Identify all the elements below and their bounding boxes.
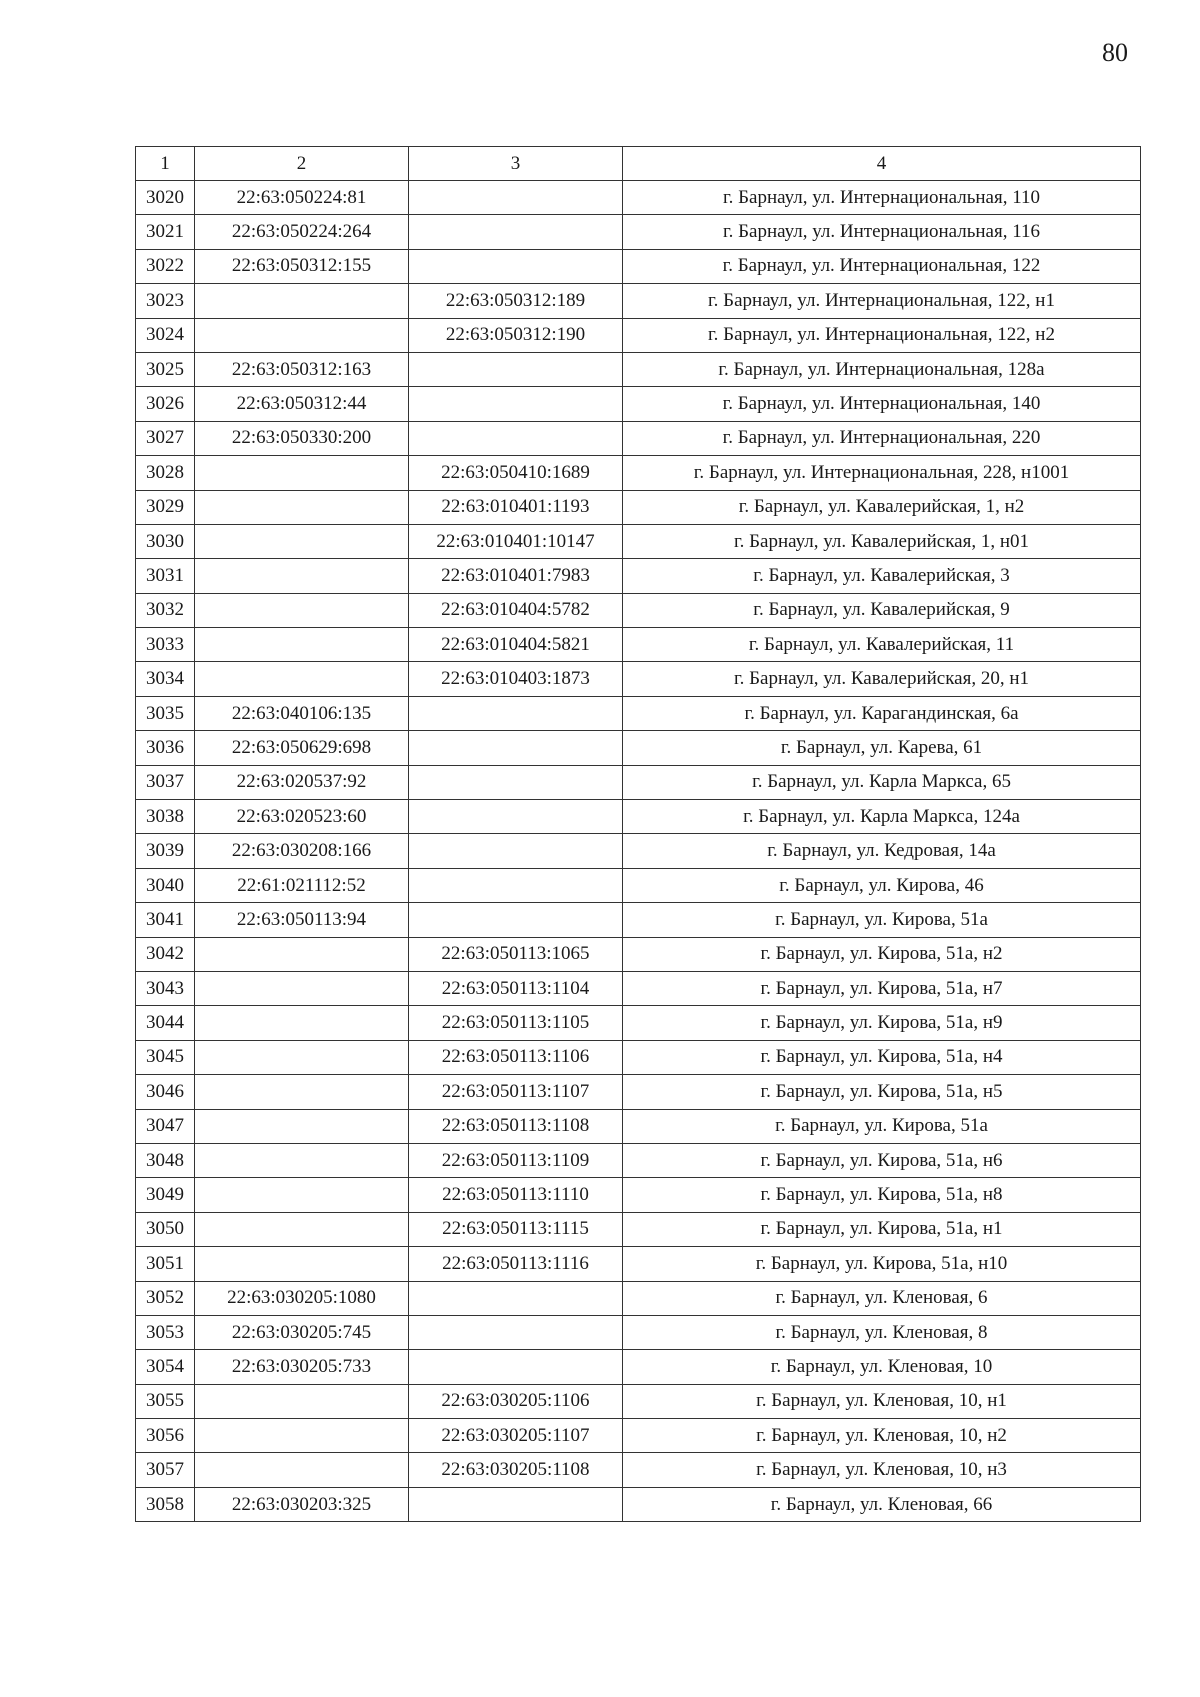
cell-address: г. Барнаул, ул. Кедровая, 14а (623, 834, 1141, 868)
cell-address: г. Барнаул, ул. Кирова, 51а, н5 (623, 1075, 1141, 1109)
table-row (136, 1075, 1141, 1109)
cell-cadastral-2: 22:63:050113:1109 (409, 1143, 623, 1177)
cell-cadastral-1 (195, 1453, 409, 1487)
cell-cadastral-2 (409, 834, 623, 868)
table-row (136, 318, 1141, 352)
table-row (136, 249, 1141, 283)
cell-address: г. Барнаул, ул. Карева, 61 (623, 731, 1141, 765)
cell-row-number: 3046 (136, 1075, 195, 1109)
cell-cadastral-1 (195, 628, 409, 662)
cell-address: г. Барнаул, ул. Карла Маркса, 65 (623, 765, 1141, 799)
cell-cadastral-2: 22:63:010401:1193 (409, 490, 623, 524)
table-row (136, 1006, 1141, 1040)
cell-cadastral-2: 22:63:050113:1116 (409, 1247, 623, 1281)
table-row (136, 387, 1141, 421)
cell-address: г. Барнаул, ул. Кирова, 51а, н6 (623, 1143, 1141, 1177)
cell-cadastral-1: 22:63:030205:733 (195, 1350, 409, 1384)
cell-address: г. Барнаул, ул. Интернациональная, 110 (623, 181, 1141, 215)
table-row (136, 421, 1141, 455)
cell-cadastral-2: 22:63:050113:1107 (409, 1075, 623, 1109)
table-row (136, 490, 1141, 524)
cell-cadastral-1 (195, 1109, 409, 1143)
cell-cadastral-1: 22:63:030205:1080 (195, 1281, 409, 1315)
cell-row-number: 3049 (136, 1178, 195, 1212)
cell-address: г. Барнаул, ул. Кирова, 51а, н7 (623, 971, 1141, 1005)
cell-address: г. Барнаул, ул. Интернациональная, 128а (623, 352, 1141, 386)
cell-row-number: 3024 (136, 318, 195, 352)
cell-row-number: 3029 (136, 490, 195, 524)
cell-cadastral-1: 22:63:020523:60 (195, 800, 409, 834)
cell-cadastral-2: 22:63:010401:10147 (409, 524, 623, 558)
table-row (136, 765, 1141, 799)
cell-address: г. Барнаул, ул. Интернациональная, 122, н1 (623, 284, 1141, 318)
cell-row-number: 3031 (136, 559, 195, 593)
cell-cadastral-1 (195, 1006, 409, 1040)
table-row (136, 1350, 1141, 1384)
cell-address: г. Барнаул, ул. Интернациональная, 220 (623, 421, 1141, 455)
cell-cadastral-2 (409, 181, 623, 215)
header-row (136, 147, 1141, 181)
cell-row-number: 3034 (136, 662, 195, 696)
cell-cadastral-1 (195, 1143, 409, 1177)
cell-cadastral-1 (195, 524, 409, 558)
page-number: 80 (1102, 38, 1128, 67)
table-row (136, 731, 1141, 765)
table-row (136, 1315, 1141, 1349)
cell-cadastral-2 (409, 352, 623, 386)
cell-cadastral-2 (409, 421, 623, 455)
cell-cadastral-2: 22:63:050113:1110 (409, 1178, 623, 1212)
cell-cadastral-2 (409, 868, 623, 902)
table-row (136, 937, 1141, 971)
table-row (136, 1143, 1141, 1177)
cell-cadastral-1: 22:63:050113:94 (195, 903, 409, 937)
cell-row-number: 3055 (136, 1384, 195, 1418)
cell-cadastral-1 (195, 1178, 409, 1212)
cell-cadastral-2 (409, 1487, 623, 1521)
cell-address: г. Барнаул, ул. Кавалерийская, 9 (623, 593, 1141, 627)
cell-cadastral-1 (195, 1384, 409, 1418)
cell-cadastral-2: 22:63:010404:5782 (409, 593, 623, 627)
cell-cadastral-2: 22:63:030205:1108 (409, 1453, 623, 1487)
cell-row-number: 3048 (136, 1143, 195, 1177)
cell-cadastral-2: 22:63:050312:189 (409, 284, 623, 318)
cell-address: г. Барнаул, ул. Кирова, 51а, н4 (623, 1040, 1141, 1074)
cell-address: г. Барнаул, ул. Кленовая, 6 (623, 1281, 1141, 1315)
cell-address: г. Барнаул, ул. Кавалерийская, 20, н1 (623, 662, 1141, 696)
column-header-number: 1 (136, 147, 195, 181)
cell-cadastral-1 (195, 1212, 409, 1246)
cell-cadastral-2 (409, 903, 623, 937)
cell-row-number: 3022 (136, 249, 195, 283)
cell-cadastral-1: 22:63:050224:81 (195, 181, 409, 215)
cell-row-number: 3027 (136, 421, 195, 455)
cell-row-number: 3054 (136, 1350, 195, 1384)
column-header-cadastral-2: 3 (409, 147, 623, 181)
cell-cadastral-1 (195, 1075, 409, 1109)
cell-cadastral-1 (195, 1040, 409, 1074)
table-row (136, 215, 1141, 249)
table-row (136, 1178, 1141, 1212)
cell-cadastral-2: 22:63:050113:1105 (409, 1006, 623, 1040)
cell-row-number: 3023 (136, 284, 195, 318)
table-row (136, 1419, 1141, 1453)
cell-address: г. Барнаул, ул. Карагандинская, 6а (623, 696, 1141, 730)
cell-cadastral-1 (195, 456, 409, 490)
cell-cadastral-1: 22:63:040106:135 (195, 696, 409, 730)
column-header-address: 4 (623, 147, 1141, 181)
cell-address: г. Барнаул, ул. Кленовая, 66 (623, 1487, 1141, 1521)
cell-cadastral-2 (409, 1315, 623, 1349)
cell-cadastral-1: 22:63:050312:163 (195, 352, 409, 386)
cell-cadastral-1: 22:63:030208:166 (195, 834, 409, 868)
cell-cadastral-1: 22:61:021112:52 (195, 868, 409, 902)
table-row (136, 1109, 1141, 1143)
table-row (136, 284, 1141, 318)
cell-cadastral-2 (409, 387, 623, 421)
cell-row-number: 3021 (136, 215, 195, 249)
table-row (136, 971, 1141, 1005)
cell-cadastral-2: 22:63:030205:1107 (409, 1419, 623, 1453)
table-row (136, 593, 1141, 627)
cell-address: г. Барнаул, ул. Кавалерийская, 1, н01 (623, 524, 1141, 558)
cell-cadastral-2 (409, 1281, 623, 1315)
cell-cadastral-1 (195, 662, 409, 696)
cell-row-number: 3041 (136, 903, 195, 937)
cell-row-number: 3050 (136, 1212, 195, 1246)
table-row (136, 1487, 1141, 1521)
cell-cadastral-2: 22:63:010401:7983 (409, 559, 623, 593)
cell-address: г. Барнаул, ул. Кавалерийская, 11 (623, 628, 1141, 662)
cell-cadastral-2: 22:63:010404:5821 (409, 628, 623, 662)
cell-cadastral-1 (195, 1247, 409, 1281)
cell-row-number: 3036 (136, 731, 195, 765)
cell-address: г. Барнаул, ул. Кленовая, 10, н3 (623, 1453, 1141, 1487)
cell-cadastral-1 (195, 284, 409, 318)
cell-address: г. Барнаул, ул. Интернациональная, 122 (623, 249, 1141, 283)
table-row (136, 456, 1141, 490)
cell-cadastral-1 (195, 490, 409, 524)
cell-cadastral-1 (195, 593, 409, 627)
cell-address: г. Барнаул, ул. Кирова, 51а (623, 1109, 1141, 1143)
cell-cadastral-2 (409, 731, 623, 765)
cell-cadastral-2 (409, 765, 623, 799)
cell-row-number: 3058 (136, 1487, 195, 1521)
cell-address: г. Барнаул, ул. Кленовая, 10, н1 (623, 1384, 1141, 1418)
table-row (136, 800, 1141, 834)
cell-cadastral-2: 22:63:050113:1115 (409, 1212, 623, 1246)
cell-cadastral-2 (409, 249, 623, 283)
table-row (136, 903, 1141, 937)
cell-cadastral-2: 22:63:050113:1106 (409, 1040, 623, 1074)
cell-cadastral-2: 22:63:050113:1065 (409, 937, 623, 971)
cell-address: г. Барнаул, ул. Кленовая, 10, н2 (623, 1419, 1141, 1453)
cell-cadastral-2: 22:63:050312:190 (409, 318, 623, 352)
cell-cadastral-2: 22:63:050113:1104 (409, 971, 623, 1005)
table-row (136, 1281, 1141, 1315)
cell-row-number: 3053 (136, 1315, 195, 1349)
table-row (136, 559, 1141, 593)
registry-table-container (135, 146, 1140, 1522)
cell-row-number: 3043 (136, 971, 195, 1005)
cell-address: г. Барнаул, ул. Кирова, 51а, н2 (623, 937, 1141, 971)
cell-row-number: 3038 (136, 800, 195, 834)
table-row (136, 352, 1141, 386)
table-body (136, 181, 1141, 1522)
cell-row-number: 3020 (136, 181, 195, 215)
cell-cadastral-1 (195, 318, 409, 352)
cell-cadastral-1 (195, 971, 409, 1005)
table-row (136, 834, 1141, 868)
cell-address: г. Барнаул, ул. Интернациональная, 140 (623, 387, 1141, 421)
cell-address: г. Барнаул, ул. Интернациональная, 122, н2 (623, 318, 1141, 352)
cell-address: г. Барнаул, ул. Интернациональная, 116 (623, 215, 1141, 249)
table-row (136, 662, 1141, 696)
cell-address: г. Барнаул, ул. Карла Маркса, 124а (623, 800, 1141, 834)
cell-row-number: 3044 (136, 1006, 195, 1040)
table-row (136, 1040, 1141, 1074)
cell-address: г. Барнаул, ул. Кирова, 51а (623, 903, 1141, 937)
table-header (136, 147, 1141, 181)
cell-cadastral-1: 22:63:050330:200 (195, 421, 409, 455)
cell-row-number: 3032 (136, 593, 195, 627)
cell-row-number: 3056 (136, 1419, 195, 1453)
table-row (136, 1212, 1141, 1246)
cell-row-number: 3042 (136, 937, 195, 971)
cell-row-number: 3030 (136, 524, 195, 558)
cell-cadastral-1 (195, 1419, 409, 1453)
cell-cadastral-2 (409, 696, 623, 730)
cell-row-number: 3033 (136, 628, 195, 662)
table-row (136, 1453, 1141, 1487)
cell-address: г. Барнаул, ул. Кавалерийская, 3 (623, 559, 1141, 593)
cell-address: г. Барнаул, ул. Кавалерийская, 1, н2 (623, 490, 1141, 524)
cell-row-number: 3028 (136, 456, 195, 490)
cell-address: г. Барнаул, ул. Кирова, 51а, н9 (623, 1006, 1141, 1040)
cell-cadastral-1: 22:63:020537:92 (195, 765, 409, 799)
cell-cadastral-2 (409, 215, 623, 249)
cell-row-number: 3045 (136, 1040, 195, 1074)
cell-row-number: 3052 (136, 1281, 195, 1315)
cell-row-number: 3039 (136, 834, 195, 868)
cell-row-number: 3026 (136, 387, 195, 421)
cell-cadastral-2: 22:63:050410:1689 (409, 456, 623, 490)
cell-cadastral-2 (409, 800, 623, 834)
cell-row-number: 3035 (136, 696, 195, 730)
cell-row-number: 3047 (136, 1109, 195, 1143)
registry-table (135, 146, 1141, 1522)
cell-cadastral-2: 22:63:050113:1108 (409, 1109, 623, 1143)
cell-cadastral-1: 22:63:050312:44 (195, 387, 409, 421)
cell-cadastral-1: 22:63:030203:325 (195, 1487, 409, 1521)
cell-address: г. Барнаул, ул. Кирова, 51а, н8 (623, 1178, 1141, 1212)
column-header-cadastral-1: 2 (195, 147, 409, 181)
cell-cadastral-2: 22:63:010403:1873 (409, 662, 623, 696)
cell-address: г. Барнаул, ул. Кирова, 51а, н10 (623, 1247, 1141, 1281)
table-row (136, 181, 1141, 215)
cell-cadastral-1 (195, 937, 409, 971)
table-row (136, 524, 1141, 558)
cell-cadastral-1: 22:63:050224:264 (195, 215, 409, 249)
cell-cadastral-1: 22:63:050312:155 (195, 249, 409, 283)
cell-cadastral-1: 22:63:050629:698 (195, 731, 409, 765)
table-row (136, 1247, 1141, 1281)
cell-row-number: 3025 (136, 352, 195, 386)
cell-row-number: 3037 (136, 765, 195, 799)
cell-row-number: 3057 (136, 1453, 195, 1487)
table-row (136, 868, 1141, 902)
cell-address: г. Барнаул, ул. Интернациональная, 228, н1001 (623, 456, 1141, 490)
table-row (136, 1384, 1141, 1418)
cell-address: г. Барнаул, ул. Кирова, 46 (623, 868, 1141, 902)
cell-cadastral-2: 22:63:030205:1106 (409, 1384, 623, 1418)
cell-address: г. Барнаул, ул. Кленовая, 8 (623, 1315, 1141, 1349)
table-row (136, 696, 1141, 730)
cell-address: г. Барнаул, ул. Кленовая, 10 (623, 1350, 1141, 1384)
table-row (136, 628, 1141, 662)
cell-address: г. Барнаул, ул. Кирова, 51а, н1 (623, 1212, 1141, 1246)
cell-row-number: 3040 (136, 868, 195, 902)
cell-cadastral-1 (195, 559, 409, 593)
cell-cadastral-1: 22:63:030205:745 (195, 1315, 409, 1349)
cell-cadastral-2 (409, 1350, 623, 1384)
cell-row-number: 3051 (136, 1247, 195, 1281)
